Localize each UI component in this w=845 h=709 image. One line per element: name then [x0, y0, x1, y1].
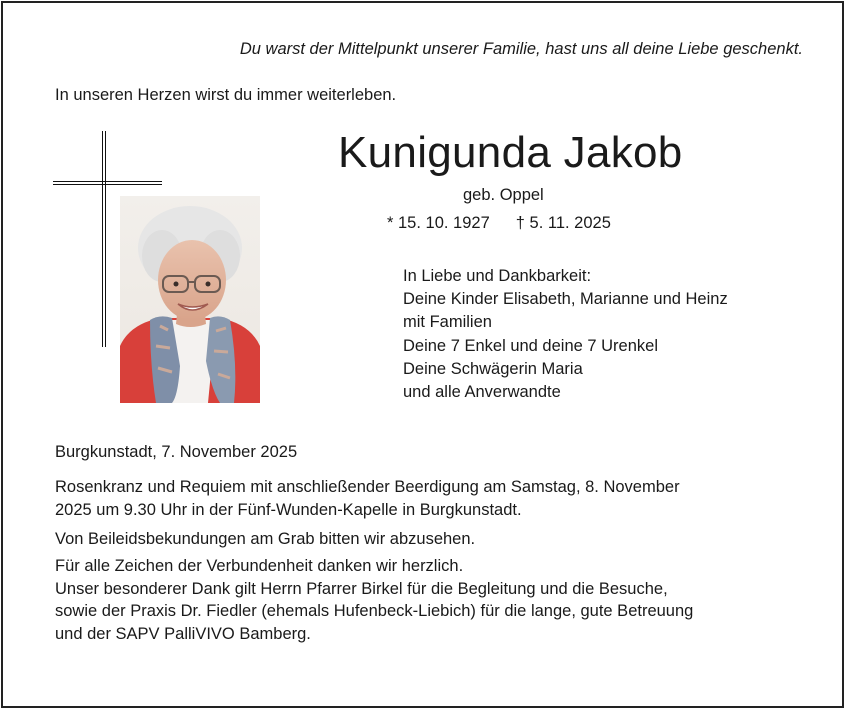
- thanks-line: sowie der Praxis Dr. Fiedler (ehemals Hufenbeck-Liebich) für die lange, gute Betreuung: [55, 602, 694, 620]
- birth-date: * 15. 10. 1927: [387, 214, 490, 232]
- cross-horizontal-bar: [53, 181, 162, 185]
- mourners-line: Deine Schwägerin Maria: [403, 359, 583, 378]
- portrait-illustration: [120, 196, 260, 403]
- service-line: 2025 um 9.30 Uhr in der Fünf-Wunden-Kapelle in Burgkunstadt.: [55, 500, 522, 519]
- portrait-photo: [120, 196, 260, 403]
- maiden-name: geb. Oppel: [463, 186, 544, 204]
- thanks-line: Für alle Zeichen der Verbundenheit danken wir herzlich.: [55, 557, 464, 575]
- memorial-line: In unseren Herzen wirst du immer weiterleben.: [55, 86, 397, 104]
- cross-vertical-bar: [102, 131, 106, 347]
- life-dates: [387, 214, 611, 233]
- mourners-line: mit Familien: [403, 313, 492, 332]
- service-line: Rosenkranz und Requiem mit anschließender Beerdigung am Samstag, 8. November: [55, 478, 680, 496]
- place-and-date: Burgkunstadt, 7. November 2025: [55, 443, 298, 461]
- mourners-line: und alle Anverwandte: [403, 383, 561, 402]
- mourners-line: In Liebe und Dankbarkeit:: [403, 267, 592, 285]
- death-date: † 5. 11. 2025: [515, 214, 611, 232]
- mourners-list: [403, 265, 728, 404]
- mourners-line: Deine 7 Enkel und deine 7 Urenkel: [403, 336, 659, 355]
- motto-text: Du warst der Mittelpunkt unserer Familie, hast uns all deine Liebe geschenkt.: [239, 40, 803, 58]
- mourners-line: Deine Kinder Elisabeth, Marianne und Heinz: [403, 290, 728, 309]
- condolence-note: Von Beileidsbekundungen am Grab bitten wir abzusehen.: [55, 530, 476, 548]
- thanks-line: und der SAPV PalliVIVO Bamberg.: [55, 624, 311, 643]
- thanks-line: Unser besonderer Dank gilt Herrn Pfarrer Birkel für die Begleitung und die Besuche,: [55, 579, 668, 598]
- deceased-name: Kunigunda Jakob: [338, 128, 683, 177]
- thanks-paragraph: [55, 555, 693, 645]
- funeral-service-info: [55, 476, 680, 521]
